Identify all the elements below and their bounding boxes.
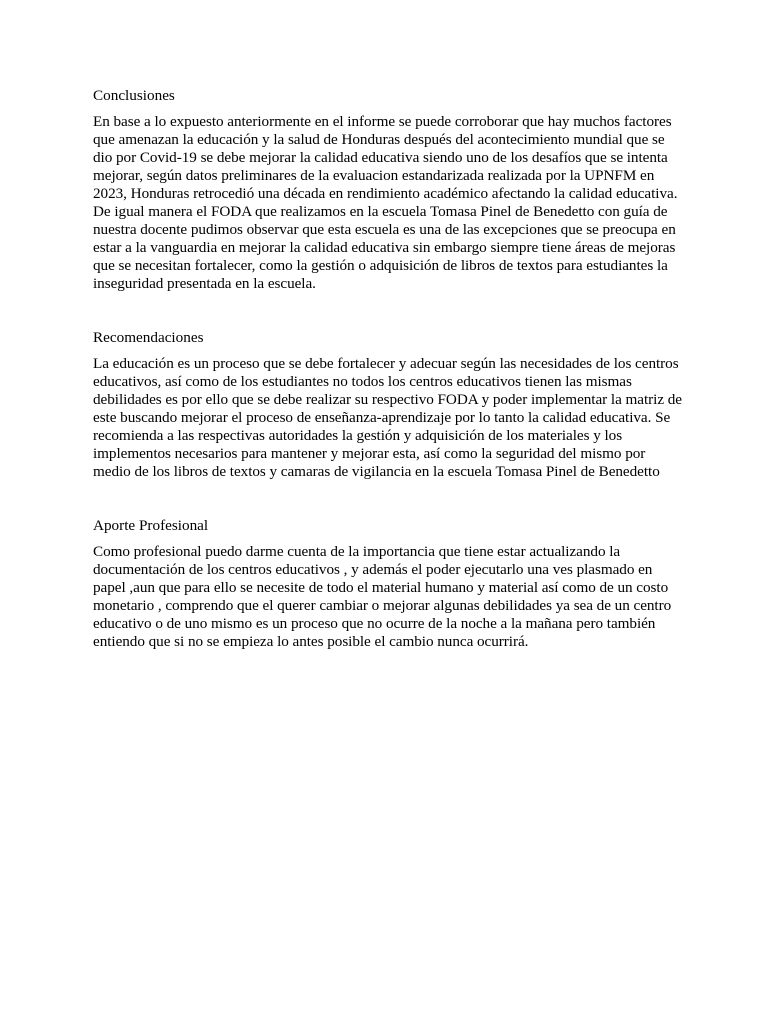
section-heading: Recomendaciones bbox=[93, 329, 204, 346]
section-aporte-profesional bbox=[93, 517, 683, 651]
section-paragraph: En base a lo expuesto anteriormente en el informe se puede corroborar que hay muchos factores que amenazan la educación y la salud de Honduras después del acontecimiento mundial que se dio por Covid-19 se debe mejorar la calidad educativa siendo uno de los desafíos que se intenta mejorar, según datos preliminares de la evaluacion estandarizada realizada por la UPNFM en 2023, Honduras retrocedió una década en rendimiento académico afectando la calidad educativa. De igual manera el FODA que realizamos en la escuela Tomasa Pinel de Benedetto con guía de nuestra docente pudimos observar que esta escuela es una de las excepciones que se preocupa en estar a la vanguardia en mejorar la calidad educativa sin embargo siempre tiene áreas de mejoras que se necesitan fortalecer, como la gestión o adquisición de libros de textos para estudiantes la inseguridad presentada en la escuela. bbox=[93, 113, 678, 292]
section-heading: Aporte Profesional bbox=[93, 517, 209, 534]
section-recomendaciones bbox=[93, 329, 683, 481]
document-content bbox=[93, 87, 683, 651]
section-heading: Conclusiones bbox=[93, 87, 175, 104]
section-conclusiones bbox=[93, 87, 683, 293]
section-paragraph: La educación es un proceso que se debe fortalecer y adecuar según las necesidades de los centros educativos, así como de los estudiantes no todos los centros educativos tienen las mismas debilidades es por ello que se debe realizar su respectivo FODA y poder implementar la matriz de este buscando mejorar el proceso de enseñanza-aprendizaje por lo tanto la calidad educativa. Se recomienda a las respectivas autoridades la gestión y adquisición de los materiales y los implementos necesarios para mantener y mejorar esta, así como la seguridad del mismo por medio de los libros de textos y camaras de vigilancia en la escuela Tomasa Pinel de Benedetto bbox=[93, 355, 682, 480]
section-paragraph: Como profesional puedo darme cuenta de la importancia que tiene estar actualizando la documentación de los centros educativos , y además el poder ejecutarlo una ves plasmado en papel ,aun que para ello se necesite de todo el material humano y material así como de un costo monetario , comprendo que el querer cambiar o mejorar algunas debilidades ya sea de un centro educativo o de uno mismo es un proceso que no ocurre de la noche a la mañana pero también entiendo que si no se empieza lo antes posible el cambio nunca ocurrirá. bbox=[93, 543, 672, 650]
